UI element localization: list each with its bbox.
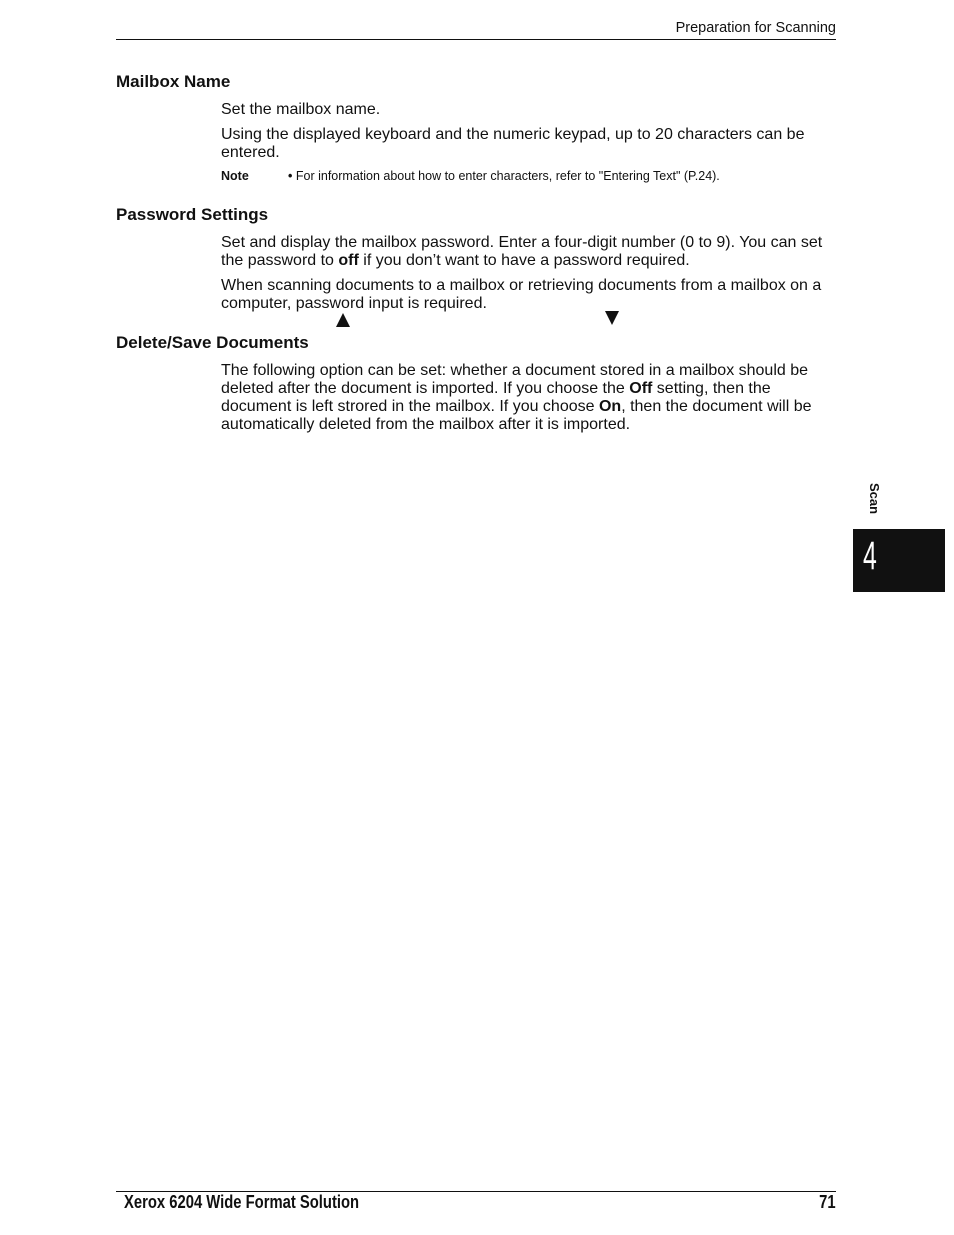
heading-mailbox-name: Mailbox Name	[116, 72, 231, 91]
off-keyword: Off	[629, 380, 653, 397]
page-number: 71	[819, 1191, 836, 1212]
password-off-keyword: off	[338, 252, 359, 269]
delete-save-text-b: setting, then the document is left strored in the mailbox. If you choose	[221, 380, 771, 415]
header-rule	[116, 39, 836, 40]
triangle-up-icon	[336, 313, 350, 327]
on-keyword: On	[598, 398, 622, 415]
password-text-a: Set and display the mailbox password. Enter a four-digit number (0 to 9). You can set the password to	[221, 234, 823, 269]
running-header: Preparation for Scanning	[675, 20, 836, 36]
note-body: For information about how to enter characters, refer to "Entering Text" (P.24).	[295, 169, 720, 183]
delete-save-text-c: , then the document will be automatically deleted from the mailbox after it is imported.	[221, 398, 812, 433]
note-bullet: •	[288, 169, 293, 183]
delete-save-text-a: The following option can be set: whether a document stored in a mailbox should be deleted after the document is imported. If you choose the	[221, 362, 809, 397]
footer-title: Xerox 6204 Wide Format Solution	[124, 1191, 360, 1212]
password-settings-intro	[221, 234, 841, 270]
heading-delete-save-documents: Delete/Save Documents	[116, 333, 309, 352]
chapter-tab	[853, 529, 945, 592]
chapter-side-label: Scan	[867, 483, 882, 515]
delete-save-description	[221, 362, 833, 434]
note-text	[288, 169, 848, 184]
password-settings-detail: When scanning documents to a mailbox or retrieving documents from a mailbox on a computer, password input is required.	[221, 277, 822, 312]
heading-password-settings: Password Settings	[116, 205, 269, 224]
triangle-down-icon	[605, 311, 619, 325]
mailbox-name-intro: Set the mailbox name.	[221, 101, 381, 118]
note-label: Note	[221, 169, 249, 183]
mailbox-name-detail: Using the displayed keyboard and the numeric keypad, up to 20 characters can be entered.	[221, 126, 805, 161]
password-text-b: if you don’t want to have a password required.	[358, 252, 690, 269]
chapter-number: 4	[863, 534, 877, 578]
